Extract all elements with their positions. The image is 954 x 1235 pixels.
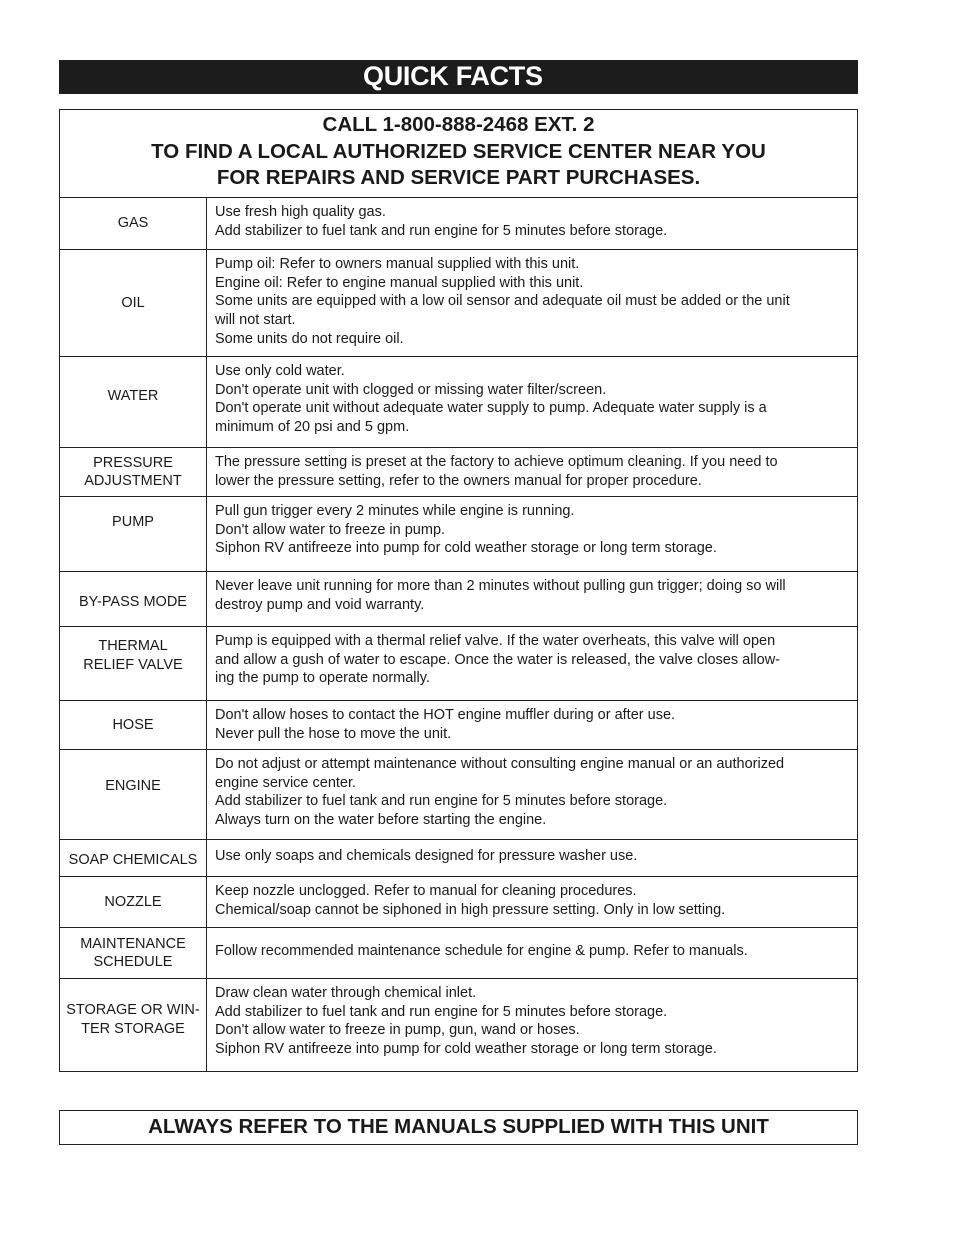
fact-content xyxy=(207,572,857,626)
call-line-3: FOR REPAIRS AND SERVICE PART PURCHASES. xyxy=(216,166,701,189)
fact-label xyxy=(60,979,207,1072)
fact-label xyxy=(60,250,207,356)
call-line-1: CALL 1-800-888-2468 EXT. 2 xyxy=(322,113,595,136)
fact-label-line: PUMP xyxy=(112,513,154,530)
fact-label xyxy=(60,448,207,496)
fact-label-line: RELIEF VALVE xyxy=(83,656,183,673)
fact-row xyxy=(60,627,857,701)
fact-row xyxy=(60,250,857,357)
service-call-box xyxy=(60,110,857,198)
fact-content-line: destroy pump and void warranty. xyxy=(215,596,425,613)
fact-row xyxy=(60,497,857,572)
fact-label xyxy=(60,840,207,876)
fact-label xyxy=(60,750,207,839)
fact-label-line: HOSE xyxy=(112,716,154,733)
fact-content-line: Engine oil: Refer to engine manual supplied with this unit. xyxy=(215,274,584,291)
fact-content-line: Draw clean water through chemical inlet. xyxy=(215,985,477,1001)
fact-content xyxy=(207,701,857,749)
fact-content-line: Pull gun trigger every 2 minutes while engine is running. xyxy=(215,503,575,519)
fact-row xyxy=(60,840,857,877)
fact-content-line: Don't allow water to freeze in pump, gun, wand or hoses. xyxy=(215,1022,580,1039)
fact-content xyxy=(207,448,857,496)
fact-label xyxy=(60,701,207,749)
fact-content-line: minimum of 20 psi and 5 gpm. xyxy=(215,419,410,436)
fact-content-line: and allow a gush of water to escape. Once the water is released, the valve closes allow- xyxy=(215,651,780,668)
fact-content-line: Use only soaps and chemicals designed for pressure washer use. xyxy=(215,848,638,864)
fact-content-line: lower the pressure setting, refer to the owners manual for proper procedure. xyxy=(215,472,702,489)
fact-label-line: OIL xyxy=(121,294,145,311)
fact-content-line: Add stabilizer to fuel tank and run engine for 5 minutes before storage. xyxy=(215,793,668,810)
fact-content-line: Keep nozzle unclogged. Refer to manual for cleaning procedures. xyxy=(215,883,637,899)
fact-label-line: STORAGE OR WIN- xyxy=(66,1002,200,1018)
manuals-reminder: ALWAYS REFER TO THE MANUALS SUPPLIED WITH THIS UNIT xyxy=(59,1110,858,1145)
fact-content xyxy=(207,877,857,927)
fact-content-line: Don't operate unit without adequate water supply to pump. Adequate water supply is a xyxy=(215,400,767,417)
fact-row xyxy=(60,979,857,1072)
fact-content-line: Don't operate unit with clogged or missing water filter/screen. xyxy=(215,381,607,398)
fact-content-line: Always turn on the water before starting the engine. xyxy=(215,812,547,829)
fact-content xyxy=(207,198,857,249)
fact-label-line: SOAP CHEMICALS xyxy=(68,851,198,868)
fact-content-line: engine service center. xyxy=(215,774,357,791)
fact-content-line: Don't allow water to freeze in pump. xyxy=(215,521,446,538)
fact-content-line: Siphon RV antifreeze into pump for cold weather storage or long term storage. xyxy=(215,1041,717,1058)
fact-label xyxy=(60,198,207,249)
fact-label-line: PRESSURE xyxy=(93,454,173,471)
fact-content-line: Add stabilizer to fuel tank and run engine for 5 minutes before storage. xyxy=(215,222,668,239)
fact-label-line: THERMAL xyxy=(98,638,168,654)
fact-content-line: will not start. xyxy=(215,312,296,329)
fact-label-line: MAINTENANCE xyxy=(80,935,186,952)
fact-content-line: Pump oil: Refer to owners manual supplied with this unit. xyxy=(215,256,580,272)
fact-content xyxy=(207,840,857,876)
fact-row xyxy=(60,701,857,750)
fact-content-line: Pump is equipped with a thermal relief valve. If the water overheats, this valve will open xyxy=(215,633,776,649)
fact-label xyxy=(60,497,207,571)
fact-label-line: WATER xyxy=(107,387,159,404)
fact-label-line: ADJUSTMENT xyxy=(84,473,182,489)
fact-label xyxy=(60,357,207,447)
fact-label-line: BY-PASS MODE xyxy=(79,593,187,610)
fact-row xyxy=(60,357,857,448)
fact-label-line: TER STORAGE xyxy=(81,1020,185,1037)
fact-content-line: The pressure setting is preset at the factory to achieve optimum cleaning. If you need to xyxy=(215,454,778,470)
fact-row xyxy=(60,928,857,979)
fact-content xyxy=(207,750,857,839)
fact-content-line: Never leave unit running for more than 2 minutes without pulling gun trigger; doing so will xyxy=(215,578,786,594)
fact-content xyxy=(207,979,857,1072)
page-title: QUICK FACTS xyxy=(59,60,858,94)
call-line-2: TO FIND A LOCAL AUTHORIZED SERVICE CENTER NEAR YOU xyxy=(151,139,766,163)
fact-content-line: Chemical/soap cannot be siphoned in high pressure setting. Only in low setting. xyxy=(215,901,726,918)
fact-content-line: Some units are equipped with a low oil sensor and adequate oil must be added or the unit xyxy=(215,293,790,310)
fact-label xyxy=(60,572,207,626)
fact-content-line: Follow recommended maintenance schedule for engine & pump. Refer to manuals. xyxy=(215,943,748,959)
fact-content-line: Use only cold water. xyxy=(215,363,345,379)
fact-label-line: SCHEDULE xyxy=(93,954,173,970)
fact-content xyxy=(207,627,857,700)
fact-row xyxy=(60,448,857,497)
fact-content-line: Use fresh high quality gas. xyxy=(215,204,386,220)
fact-label xyxy=(60,877,207,927)
fact-content-line: Add stabilizer to fuel tank and run engine for 5 minutes before storage. xyxy=(215,1003,668,1020)
quick-facts-table xyxy=(59,109,858,1072)
fact-label-line: NOZZLE xyxy=(104,893,162,910)
fact-content-line: Some units do not require oil. xyxy=(215,330,404,347)
fact-row xyxy=(60,750,857,840)
fact-content-line: Do not adjust or attempt maintenance without consulting engine manual or an authorized xyxy=(215,756,785,772)
fact-label xyxy=(60,928,207,978)
fact-content-line: ing the pump to operate normally. xyxy=(215,670,430,687)
fact-content-line: Siphon RV antifreeze into pump for cold weather storage or long term storage. xyxy=(215,540,717,557)
fact-label xyxy=(60,627,207,700)
fact-label-line: GAS xyxy=(117,215,149,232)
fact-content xyxy=(207,928,857,978)
fact-content-line: Never pull the hose to move the unit. xyxy=(215,725,452,742)
fact-row xyxy=(60,877,857,928)
fact-row xyxy=(60,572,857,627)
fact-row xyxy=(60,198,857,250)
fact-content xyxy=(207,250,857,356)
fact-content-line: Don't allow hoses to contact the HOT engine muffler during or after use. xyxy=(215,707,676,723)
fact-content xyxy=(207,357,857,447)
fact-content xyxy=(207,497,857,571)
facts-rows xyxy=(60,198,857,1072)
fact-label-line: ENGINE xyxy=(105,778,161,795)
